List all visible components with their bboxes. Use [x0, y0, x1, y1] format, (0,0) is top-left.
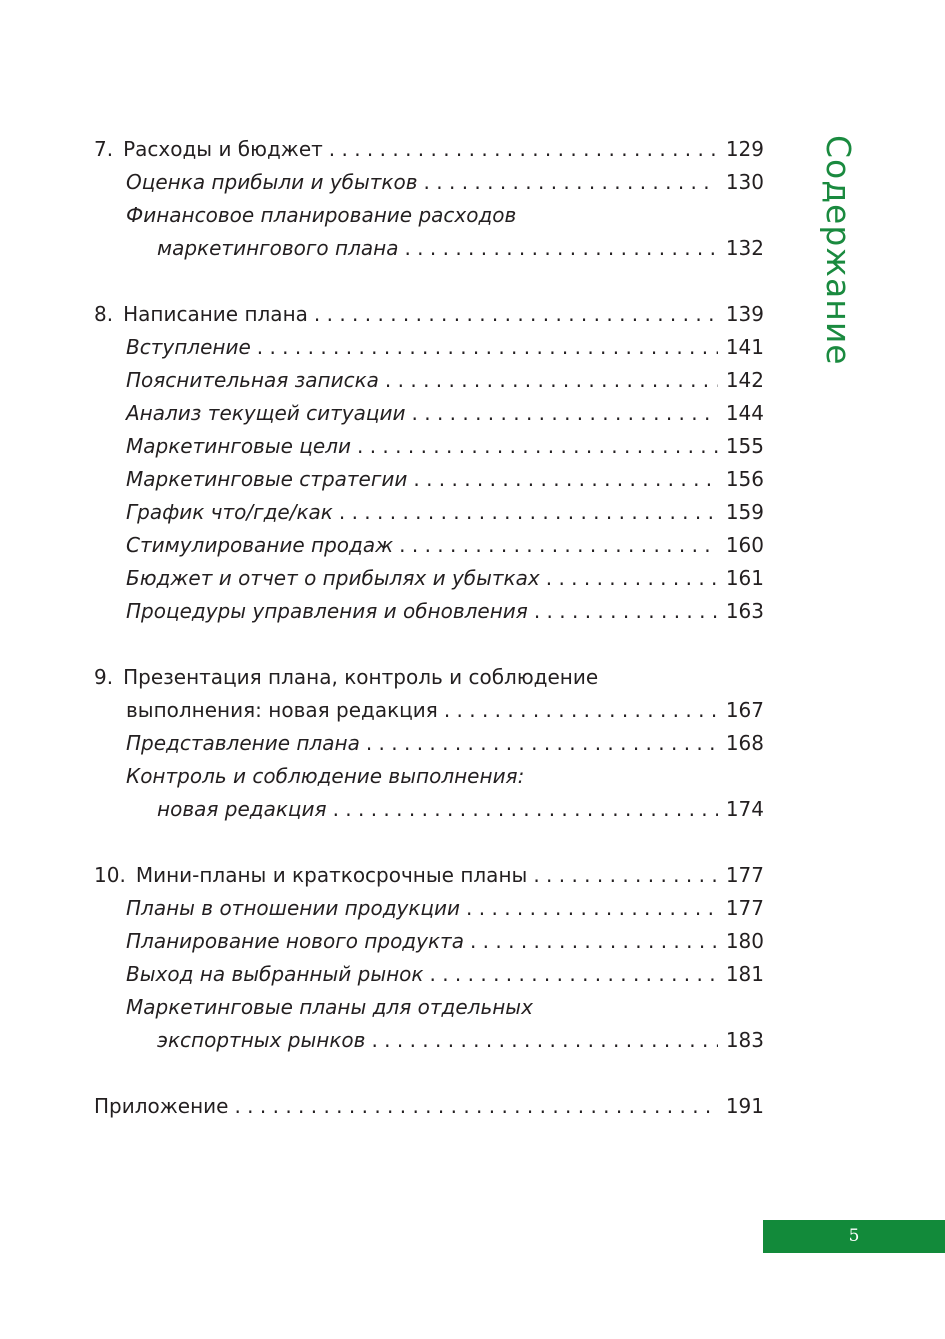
toc-section: [94, 298, 764, 628]
toc-section: [94, 1090, 764, 1123]
dot-leader: [424, 166, 718, 199]
toc-entry-title: Расходы и бюджет: [123, 137, 323, 161]
dot-leader: [466, 892, 718, 925]
toc-entry[interactable]: [94, 1090, 764, 1123]
toc-entry[interactable]: [94, 793, 764, 826]
toc-page-number: 168: [725, 731, 764, 755]
toc-page-number: 181: [725, 962, 764, 986]
toc-entry[interactable]: [94, 1024, 764, 1057]
table-of-contents: [94, 133, 764, 1156]
dot-leader: [385, 364, 718, 397]
dot-leader: [399, 529, 718, 562]
toc-entry[interactable]: [94, 199, 764, 232]
toc-entry[interactable]: [94, 892, 764, 925]
toc-entry-title: Маркетинговые планы для отдельных: [126, 995, 533, 1019]
toc-page-number: 183: [725, 1028, 764, 1052]
toc-entry[interactable]: [94, 232, 764, 265]
toc-entry-title: Представление плана: [126, 731, 360, 755]
toc-entry-title: Финансовое планирование расходов: [126, 203, 517, 227]
toc-page-number: 177: [725, 896, 764, 920]
dot-leader: [329, 133, 718, 166]
dot-leader: [412, 397, 718, 430]
dot-leader: [339, 496, 718, 529]
toc-entry[interactable]: [94, 331, 764, 364]
toc-page-number: 160: [725, 533, 764, 557]
toc-entry-title: Стимулирование продаж: [126, 533, 394, 557]
toc-entry[interactable]: [94, 529, 764, 562]
dot-leader: [371, 1024, 718, 1057]
toc-page-number: 141: [725, 335, 764, 359]
toc-entry[interactable]: [94, 463, 764, 496]
toc-page-number: 142: [725, 368, 764, 392]
toc-page-number: 139: [725, 302, 764, 326]
dot-leader: [533, 859, 718, 892]
dot-leader: [357, 430, 718, 463]
dot-leader: [546, 562, 718, 595]
toc-entry-title: Выход на выбранный рынок: [126, 962, 424, 986]
toc-page-number: 177: [725, 863, 764, 887]
toc-page-number: 156: [725, 467, 764, 491]
toc-page-number: 129: [725, 137, 764, 161]
toc-entry[interactable]: [94, 991, 764, 1024]
toc-page-number: 163: [725, 599, 764, 623]
toc-entry[interactable]: [94, 364, 764, 397]
toc-page-number: 180: [725, 929, 764, 953]
toc-page-number: 161: [725, 566, 764, 590]
chapter-number: 10.: [94, 863, 126, 887]
toc-page-number: 174: [725, 797, 764, 821]
section-title: Содержание: [819, 135, 858, 366]
dot-leader: [257, 331, 718, 364]
toc-entry-title: Анализ текущей ситуации: [126, 401, 406, 425]
chapter-number: 9.: [94, 665, 114, 689]
toc-entry-title: Бюджет и отчет о прибылях и убытках: [126, 566, 540, 590]
toc-entry-title: Вступление: [126, 335, 251, 359]
dot-leader: [430, 958, 719, 991]
toc-page-number: 130: [725, 170, 764, 194]
toc-entry-title: Написание плана: [123, 302, 308, 326]
toc-section: [94, 133, 764, 265]
dot-leader: [413, 463, 718, 496]
toc-section: [94, 661, 764, 826]
toc-section: [94, 859, 764, 1057]
toc-page-number: 191: [725, 1094, 764, 1118]
toc-entry[interactable]: [94, 133, 764, 166]
toc-entry-title: Процедуры управления и обновления: [126, 599, 528, 623]
toc-page-number: 159: [725, 500, 764, 524]
dot-leader: [366, 727, 718, 760]
toc-entry[interactable]: [94, 925, 764, 958]
dot-leader: [534, 595, 718, 628]
dot-leader: [333, 793, 718, 826]
toc-entry[interactable]: [94, 166, 764, 199]
toc-entry-title: Приложение: [94, 1094, 229, 1118]
toc-entry-title: маркетингового плана: [157, 236, 399, 260]
toc-entry-title: Мини-планы и краткосрочные планы: [135, 863, 528, 887]
toc-entry-title: Планы в отношении продукции: [126, 896, 461, 920]
toc-page-number: 132: [725, 236, 764, 260]
toc-entry-title: Маркетинговые стратегии: [126, 467, 408, 491]
dot-leader: [444, 694, 718, 727]
toc-entry[interactable]: [94, 430, 764, 463]
toc-entry[interactable]: [94, 496, 764, 529]
toc-entry-title: новая редакция: [157, 797, 327, 821]
page-number: 5: [763, 1220, 945, 1253]
toc-entry-title: Пояснительная записка: [126, 368, 379, 392]
toc-entry[interactable]: [94, 298, 764, 331]
toc-entry-title: Контроль и соблюдение выполнения:: [126, 764, 525, 788]
toc-entry-title: Маркетинговые цели: [126, 434, 351, 458]
toc-entry[interactable]: [94, 661, 764, 694]
toc-entry[interactable]: [94, 958, 764, 991]
toc-entry[interactable]: [94, 595, 764, 628]
dot-leader: [470, 925, 718, 958]
toc-entry[interactable]: [94, 694, 764, 727]
dot-leader: [234, 1090, 718, 1123]
toc-entry-title: Презентация плана, контроль и соблюдение: [123, 665, 599, 689]
chapter-number: 8.: [94, 302, 114, 326]
dot-leader: [404, 232, 718, 265]
toc-page-number: 155: [725, 434, 764, 458]
toc-page-number: 167: [725, 698, 764, 722]
toc-entry-title: График что/где/как: [126, 500, 333, 524]
dot-leader: [314, 298, 718, 331]
toc-entry-title: Оценка прибыли и убытков: [126, 170, 418, 194]
toc-entry[interactable]: [94, 760, 764, 793]
chapter-number: 7.: [94, 137, 114, 161]
toc-entry[interactable]: [94, 397, 764, 430]
toc-entry-title: выполнения: новая редакция: [126, 698, 438, 722]
toc-entry-title: Планирование нового продукта: [126, 929, 464, 953]
toc-entry[interactable]: [94, 562, 764, 595]
toc-entry[interactable]: [94, 859, 764, 892]
toc-page-number: 144: [725, 401, 764, 425]
toc-entry[interactable]: [94, 727, 764, 760]
toc-entry-title: экспортных рынков: [157, 1028, 366, 1052]
